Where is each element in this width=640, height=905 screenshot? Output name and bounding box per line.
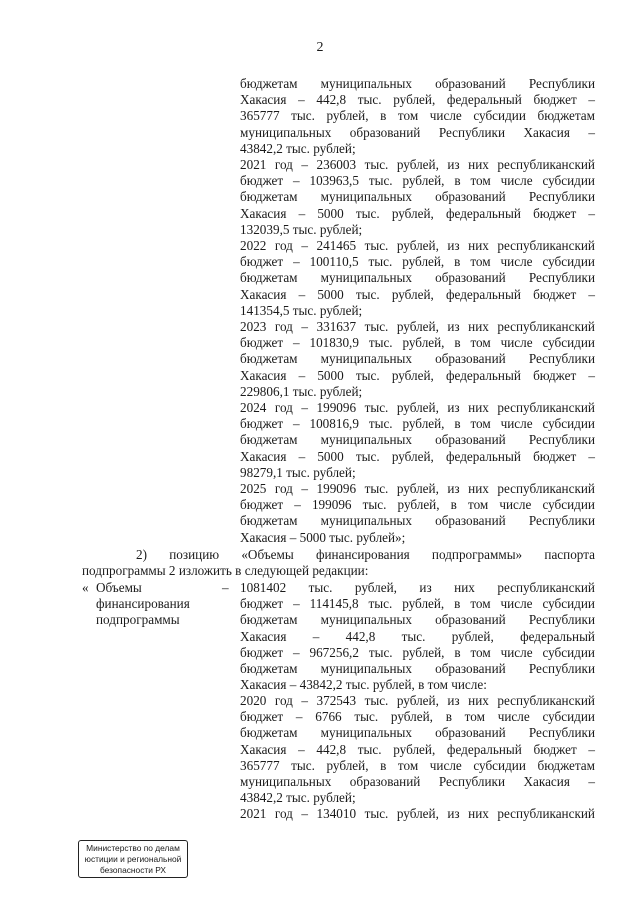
year-2021-block bbox=[240, 157, 595, 238]
opening-quote: « bbox=[82, 580, 89, 595]
stamp-line: безопасности РХ bbox=[99, 865, 167, 875]
amendment-instruction bbox=[82, 547, 595, 579]
text-line: 365777 тыс. рублей, в том числе субсидии бюджетам bbox=[240, 108, 595, 124]
text-line: 2021 год – 236003 тыс. рублей, из них республиканский bbox=[240, 157, 595, 172]
text-line: 2020 год – 372543 тыс. рублей, из них республиканский bbox=[240, 693, 595, 708]
text-line: 1081402 тыс. рублей, из них республиканский bbox=[240, 580, 595, 595]
text-line: бюджет – 967256,2 тыс. рублей, в том числе субсидии bbox=[240, 644, 595, 660]
funding-text-block bbox=[240, 76, 595, 157]
text-line: подпрограммы 2 изложить в следующей редакции: bbox=[82, 563, 369, 579]
text-line: бюджетам муниципальных образований Республики bbox=[240, 432, 595, 448]
text-line: 43842,2 тыс. рублей; bbox=[240, 790, 356, 806]
year-2020-block bbox=[240, 693, 595, 806]
text-line: бюджет – 101830,9 тыс. рублей, в том числе субсидии bbox=[240, 335, 595, 351]
text-line: Хакасия – 43842,2 тыс. рублей, в том числе: bbox=[240, 677, 487, 693]
text-line: бюджет – 114145,8 тыс. рублей, в том числе субсидии bbox=[240, 596, 595, 612]
text-line: 229806,1 тыс. рублей; bbox=[240, 383, 363, 399]
text-line: бюджетам муниципальных образований Республики bbox=[240, 270, 595, 286]
text-line: Хакасия – 5000 тыс. рублей, федеральный бюджет – bbox=[240, 205, 595, 221]
text-line: бюджет – 6766 тыс. рублей, в том числе субсидии bbox=[240, 709, 595, 725]
text-line: Хакасия – 442,8 тыс. рублей, федеральный bbox=[240, 628, 595, 644]
text-line: Хакасия – 442,8 тыс. рублей, федеральный бюджет – bbox=[240, 92, 595, 108]
text-line: 98279,1 тыс. рублей; bbox=[240, 464, 356, 480]
label-dash: – bbox=[222, 580, 229, 595]
page-number: 2 bbox=[316, 40, 324, 55]
text-line: муниципальных образований Республики Хакасия – bbox=[240, 773, 595, 789]
text-line: 365777 тыс. рублей, в том числе субсидии бюджетам bbox=[240, 757, 595, 773]
position-name bbox=[96, 580, 190, 629]
text-line: 43842,2 тыс. рублей; bbox=[240, 140, 356, 156]
total-funding-block bbox=[240, 580, 595, 693]
text-line: Хакасия – 5000 тыс. рублей, федеральный бюджет – bbox=[240, 286, 595, 302]
text-line: 2) позицию «Объемы финансирования подпрограммы» паспорта bbox=[136, 547, 595, 562]
text-line: бюджет – 100110,5 тыс. рублей, в том числе субсидии bbox=[240, 254, 595, 270]
text-line: бюджетам муниципальных образований Республики bbox=[240, 612, 595, 628]
text-line: бюджет – 199096 тыс. рублей, в том числе субсидии bbox=[240, 497, 595, 513]
text-line: Хакасия – 5000 тыс. рублей»; bbox=[240, 529, 406, 545]
text-line: 2022 год – 241465 тыс. рублей, из них республиканский bbox=[240, 238, 595, 253]
year-2024-block bbox=[240, 400, 595, 481]
text-line: бюджетам муниципальных образований Республики bbox=[240, 76, 595, 91]
label-line: финансирования bbox=[96, 596, 190, 612]
stamp-line: юстиции и региональной bbox=[84, 854, 182, 864]
text-line: бюджет – 100816,9 тыс. рублей, в том числе субсидии bbox=[240, 416, 595, 432]
text-line: 141354,5 тыс. рублей; bbox=[240, 302, 363, 318]
text-line: 2024 год – 199096 тыс. рублей, из них республиканский bbox=[240, 400, 595, 415]
text-line: Хакасия – 5000 тыс. рублей, федеральный бюджет – bbox=[240, 448, 595, 464]
text-line: 132039,5 тыс. рублей; bbox=[240, 221, 363, 237]
text-line: Хакасия – 442,8 тыс. рублей, федеральный бюджет – bbox=[240, 741, 595, 757]
text-line: 2021 год – 134010 тыс. рублей, из них республиканский bbox=[240, 806, 595, 821]
ministry-stamp bbox=[78, 840, 188, 878]
text-line: Хакасия – 5000 тыс. рублей, федеральный бюджет – bbox=[240, 367, 595, 383]
text-line: муниципальных образований Республики Хакасия – bbox=[240, 124, 595, 140]
text-line: бюджетам муниципальных образований Республики bbox=[240, 189, 595, 205]
label-line: подпрограммы bbox=[96, 612, 180, 628]
text-line: бюджет – 103963,5 тыс. рублей, в том числе субсидии bbox=[240, 173, 595, 189]
label-line: Объемы bbox=[96, 580, 142, 595]
text-line: бюджетам муниципальных образований Республики bbox=[240, 513, 595, 529]
year-2025-block bbox=[240, 481, 595, 546]
text-line: бюджетам муниципальных образований Республики bbox=[240, 351, 595, 367]
text-line: бюджетам муниципальных образований Республики bbox=[240, 725, 595, 741]
text-line: 2023 год – 331637 тыс. рублей, из них республиканский bbox=[240, 319, 595, 334]
year-2021-block-b bbox=[240, 806, 595, 822]
year-2022-block bbox=[240, 238, 595, 319]
text-line: 2025 год – 199096 тыс. рублей, из них республиканский bbox=[240, 481, 595, 496]
year-2023-block bbox=[240, 319, 595, 400]
text-line: бюджетам муниципальных образований Республики bbox=[240, 660, 595, 676]
stamp-line: Министерство по делам bbox=[86, 843, 180, 853]
